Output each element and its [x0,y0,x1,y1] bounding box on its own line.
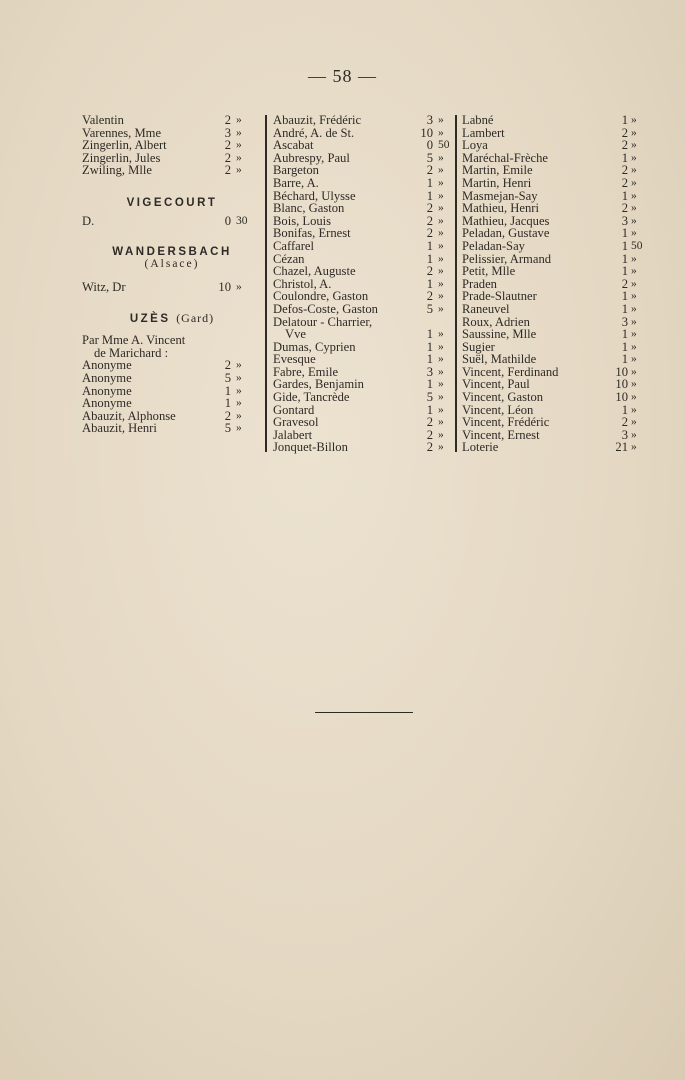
donor-name: Zwiling, Mlle [82,163,152,178]
donor-name: Ascabat [273,138,314,153]
amount-centimes: » [438,214,444,227]
amount-francs: 2 [426,226,433,241]
amount-francs: 5 [224,370,231,385]
donor-name: Bargeton [273,163,319,178]
amount-centimes: » [631,202,637,215]
amount-francs: 10 [218,279,231,294]
amount-francs: 2 [426,440,433,455]
amount-francs: 2 [224,138,231,153]
donor-name: Jonquet-Billon [273,440,348,455]
amount-centimes: » [236,114,242,126]
amount-centimes: » [236,359,242,372]
amount-centimes: » [236,384,242,397]
donor-name: Roux, Adrien [462,314,530,329]
donor-list-top [82,114,262,177]
donor-name: Petit, Mlle [462,264,516,279]
amount-francs: 1 [426,352,433,367]
donor-row [82,372,262,385]
amount-francs: 2 [621,175,628,190]
donor-list-uzes [82,334,262,435]
donor-name: Witz, Dr [82,279,126,294]
end-rule [315,712,413,713]
amount-centimes: » [438,189,444,202]
donor-row [462,441,642,454]
donor-row [462,114,642,127]
amount-centimes: » [631,353,637,366]
donor-row [273,353,455,366]
section-gap [82,293,262,311]
donor-name: Lambert [462,125,505,140]
amount-francs: 1 [621,327,628,342]
donor-name: Bonifas, Ernest [273,226,351,241]
donor-row [273,265,455,278]
amount-francs: 1 [621,113,628,127]
amount-francs: 5 [426,390,433,405]
amount-centimes: » [438,428,444,441]
donor-name: Barre, A. [273,175,319,190]
amount-francs: 1 [621,402,628,417]
amount-francs: 1 [426,402,433,417]
amount-centimes: » [631,403,637,416]
donor-name: de Marichard : [94,345,169,360]
page-number: — 58 — [308,66,377,86]
amount-centimes: » [631,277,637,290]
amount-centimes: » [438,202,444,215]
amount-francs: 2 [621,201,628,216]
amount-centimes: » [438,252,444,265]
amount-francs: 2 [224,113,231,127]
amount-centimes: » [438,441,444,454]
amount-centimes: » [236,371,242,384]
amount-francs: 1 [621,251,628,266]
donor-name: Saussine, Mlle [462,327,537,342]
amount-centimes: » [631,378,637,391]
donor-name: Gravesol [273,415,319,430]
donor-name: Caffarel [273,238,315,253]
amount-francs: 1 [426,339,433,354]
amount-francs: 2 [426,427,433,442]
donor-row [273,391,455,404]
amount-francs: 0 [426,138,433,153]
donor-name: Anonyme [82,396,132,411]
amount-centimes: » [631,252,637,265]
amount-centimes: » [438,114,444,126]
section-gap [82,228,262,246]
donor-row [82,422,262,435]
amount-centimes: » [631,214,637,227]
donor-row [462,177,642,190]
donor-row [82,114,262,127]
amount-francs: 5 [426,301,433,316]
donor-list-vigecourt [82,215,262,228]
donor-name: Labné [462,113,494,127]
donor-name: Vve [285,327,306,342]
amount-centimes: » [236,151,242,164]
amount-francs: 1 [621,339,628,354]
amount-francs: 3 [621,213,628,228]
amount-francs: 1 [621,301,628,316]
donor-row [462,240,642,253]
donor-name: Raneuvel [462,301,510,316]
donor-name: Chazel, Auguste [273,264,356,279]
amount-francs: 2 [426,264,433,279]
donor-row [273,114,455,127]
amount-francs: 10 [615,377,628,392]
amount-francs: 1 [621,226,628,241]
donor-name: Delatour - Charrier, [273,314,373,329]
amount-centimes: » [438,164,444,177]
donor-row [273,240,455,253]
amount-francs: 10 [420,125,433,140]
donor-name: Coulondre, Gaston [273,289,369,304]
column-divider-2 [455,115,457,452]
donor-row [462,139,642,152]
donor-name: Vincent, Léon [462,402,534,417]
donor-name: Abauzit, Alphonse [82,408,176,423]
amount-francs: 2 [426,213,433,228]
amount-francs: 1 [426,238,433,253]
amount-centimes: » [631,416,637,429]
amount-francs: 0 [224,213,231,228]
donor-name: Loterie [462,440,499,455]
donor-name: Evesque [273,352,316,367]
donor-row [82,164,262,177]
amount-francs: 1 [426,251,433,266]
donor-column-1 [82,114,262,435]
amount-francs: 2 [224,358,231,373]
donor-name: Mathieu, Henri [462,201,539,216]
donor-name: Gontard [273,402,315,417]
amount-centimes: » [236,126,242,139]
donor-name: Zingerlin, Albert [82,138,167,153]
amount-francs: 2 [426,163,433,178]
donor-name: Vincent, Frédéric [462,415,550,430]
donor-name: Masmejan-Say [462,188,538,203]
donor-list-wandersbach [82,281,262,294]
donor-name: Vincent, Gaston [462,390,544,405]
donor-name: Peladan, Gustave [462,226,550,241]
donor-name: André, A. de St. [273,125,355,140]
donor-name: Par Mme A. Vincent [82,333,186,348]
amount-francs: 2 [224,150,231,165]
donor-name: Mathieu, Jacques [462,213,550,228]
amount-francs: 2 [621,138,628,153]
section-gap [82,177,262,197]
donor-name: Fabre, Emile [273,364,339,379]
amount-francs: 10 [615,390,628,405]
amount-centimes: » [631,151,637,164]
amount-centimes: » [438,328,444,341]
donor-name: Aubrespy, Paul [273,150,350,165]
donor-row [82,397,262,410]
amount-centimes: » [438,391,444,404]
amount-francs: 1 [426,175,433,190]
amount-francs: 10 [615,364,628,379]
amount-francs: 2 [426,201,433,216]
donor-row [273,177,455,190]
amount-francs: 1 [621,352,628,367]
donor-row [462,127,642,140]
amount-centimes: » [438,378,444,391]
donor-name: Gide, Tancrède [273,390,350,405]
donor-row [273,202,455,215]
amount-centimes: » [631,164,637,177]
column-divider-1 [265,115,267,452]
amount-centimes: » [438,416,444,429]
amount-francs: 1 [621,238,628,253]
amount-centimes: » [631,340,637,353]
amount-centimes: 50 [438,139,450,152]
amount-francs: 2 [426,289,433,304]
amount-centimes: » [631,428,637,441]
amount-francs: 2 [621,276,628,291]
donor-row [273,441,455,454]
amount-francs: 2 [621,415,628,430]
amount-centimes: » [236,409,242,422]
donor-name: Gardes, Benjamin [273,377,364,392]
amount-francs: 1 [621,289,628,304]
donor-name: Maréchal-Frèche [462,150,549,165]
donor-name: Cézan [273,251,305,266]
donor-row [82,139,262,152]
donor-row [82,215,262,228]
amount-francs: 2 [224,408,231,423]
donor-name: Suël, Mathilde [462,352,537,367]
donor-name: Vincent, Paul [462,377,530,392]
amount-centimes: » [631,391,637,404]
section-heading-uzes-suffix: (Gard) [176,311,215,326]
amount-francs: 1 [426,188,433,203]
amount-francs: 3 [621,427,628,442]
donor-list-column-3 [462,114,642,454]
amount-francs: 1 [224,396,231,411]
donor-list-column-2 [273,114,455,454]
donor-row [82,334,262,347]
amount-centimes: » [438,239,444,252]
amount-centimes: » [631,189,637,202]
donor-name: Loya [462,138,488,153]
amount-centimes: » [631,265,637,278]
donor-column-2 [273,114,455,454]
amount-centimes: 30 [236,214,248,227]
amount-centimes: » [631,176,637,189]
donor-name: Prade-Slautner [462,289,537,304]
amount-francs: 2 [224,163,231,178]
amount-centimes: » [631,227,637,240]
donor-name: Bois, Louis [273,213,332,228]
amount-centimes: 50 [631,239,643,252]
donor-row [462,303,642,316]
donor-name: D. [82,213,95,228]
amount-francs: 3 [426,113,433,127]
amount-francs: 2 [621,125,628,140]
donor-name: Varennes, Mme [82,125,162,140]
amount-centimes: » [438,302,444,315]
amount-centimes: » [438,151,444,164]
donor-name: Defos-Coste, Gaston [273,301,378,316]
amount-francs: 5 [426,150,433,165]
donor-name: Abauzit, Henri [82,421,157,436]
section-heading-wandersbach: WANDERSBACH [112,245,232,258]
amount-centimes: » [631,328,637,341]
section-heading-vigecourt: VIGECOURT [126,196,218,209]
amount-francs: 1 [621,188,628,203]
amount-centimes: » [631,290,637,303]
amount-centimes: » [438,290,444,303]
amount-francs: 3 [426,364,433,379]
amount-francs: 2 [426,415,433,430]
amount-centimes: » [438,227,444,240]
amount-centimes: » [236,164,242,177]
amount-francs: 1 [426,327,433,342]
donor-name: Blanc, Gaston [273,201,345,216]
amount-francs: 1 [224,383,231,398]
donor-name: Peladan-Say [462,238,525,253]
amount-francs: 1 [621,150,628,165]
amount-centimes: » [631,139,637,152]
donor-name: Abauzit, Frédéric [273,113,362,127]
amount-centimes: » [631,441,637,454]
donor-name: Praden [462,276,497,291]
amount-centimes: » [438,176,444,189]
donor-name: Vincent, Ferdinand [462,364,559,379]
amount-centimes: » [631,365,637,378]
amount-francs: 3 [621,314,628,329]
amount-centimes: » [438,265,444,278]
donor-row [462,202,642,215]
donor-name: Anonyme [82,370,132,385]
section-heading-uzes-title: UZÈS [129,313,171,326]
amount-francs: 1 [426,276,433,291]
donor-name: Anonyme [82,383,132,398]
donor-name: Dumas, Cyprien [273,339,356,354]
amount-centimes: » [438,403,444,416]
amount-centimes: » [236,422,242,435]
amount-centimes: » [631,302,637,315]
amount-centimes: » [236,397,242,410]
donor-column-3 [462,114,642,454]
donor-row [273,416,455,429]
donor-name: Martin, Henri [462,175,532,190]
donor-row [462,391,642,404]
donor-name: Sugier [462,339,495,354]
donor-row [462,265,642,278]
donor-name: Pelissier, Armand [462,251,552,266]
donor-row [273,139,455,152]
amount-francs: 21 [615,440,628,455]
donor-name: Valentin [82,113,124,127]
amount-francs: 1 [426,377,433,392]
section-subheading-wandersbach: (Alsace) [144,257,200,270]
donor-name: Anonyme [82,358,132,373]
donor-row [462,353,642,366]
amount-francs: 1 [621,264,628,279]
donor-row [82,281,262,294]
amount-centimes: » [438,126,444,139]
donor-name: Jalabert [273,427,313,442]
donor-name: Béchard, Ulysse [273,188,356,203]
donor-name: Christol, A. [273,276,332,291]
amount-francs: 2 [621,163,628,178]
donor-name: Zingerlin, Jules [82,150,161,165]
donor-name: Vincent, Ernest [462,427,540,442]
amount-centimes: » [438,340,444,353]
section-heading-uzes [82,311,262,326]
donor-row [273,328,455,341]
amount-centimes: » [438,365,444,378]
donor-row [462,416,642,429]
donor-row [273,303,455,316]
amount-francs: 5 [224,421,231,436]
amount-centimes: » [438,277,444,290]
amount-francs: 3 [224,125,231,140]
donor-row [462,328,642,341]
amount-centimes: » [631,114,637,126]
amount-centimes: » [631,315,637,328]
amount-centimes: » [631,126,637,139]
amount-centimes: » [236,139,242,152]
amount-centimes: » [236,280,242,293]
amount-centimes: » [438,353,444,366]
donor-name: Martin, Emile [462,163,533,178]
